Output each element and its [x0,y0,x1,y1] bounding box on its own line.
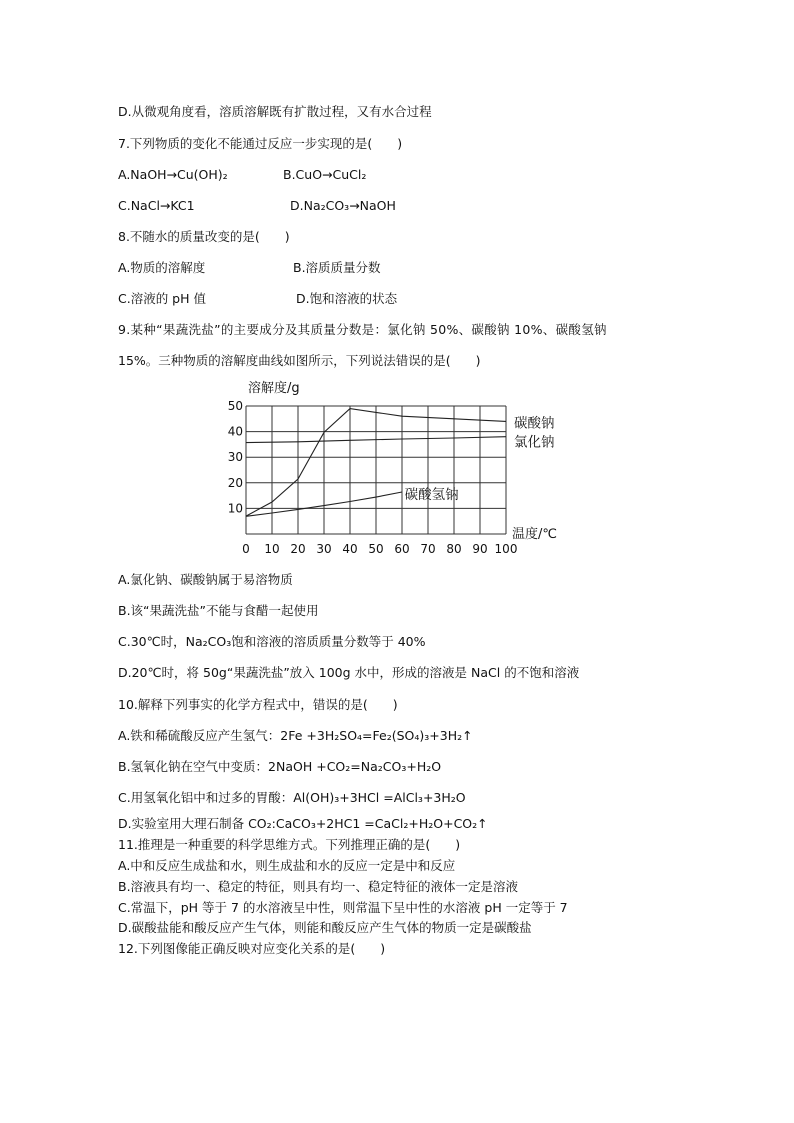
q11-option-b: B.溶液具有均一、稳定的特征，则具有均一、稳定特征的液体一定是溶液 [118,879,519,894]
q9-option-b: B.该“果蔬洗盐”不能与食醋一起使用 [118,603,319,618]
q10-option-b: B.氢氧化钠在空气中变质：2NaOH +CO₂=Na₂CO₃+H₂O [118,759,442,774]
q9-stem-line2: 15%。三种物质的溶解度曲线如图所示，下列说法错误的是( ) [118,353,481,368]
q7-stem: 7.下列物质的变化不能通过反应一步实现的是( ) [118,136,403,151]
q7-option-a: A.NaOH→Cu(OH)₂ [118,167,228,182]
y-tick-label: 30 [227,450,243,465]
q10-option-c: C.用氢氧化铝中和过多的胃酸：Al(OH)₃+3HCl =AlCl₃+3H₂O [118,790,466,805]
q7-option-c: C.NaCl→KC1 [118,198,195,213]
q8-option-b: B.溶质质量分数 [293,260,381,275]
q10-option-a: A.铁和稀硫酸反应产生氢气：2Fe +3H₂SO₄=Fe₂(SO₄)₃+3H₂↑ [118,728,473,743]
x-tick-label: 60 [394,542,410,556]
x-tick-label: 40 [342,542,358,556]
y-tick-label: 10 [227,501,243,516]
x-tick-label: 10 [264,542,280,556]
q12-stem: 12.下列图像能正确反映对应变化关系的是( ) [118,941,386,956]
x-tick-label: 0 [242,542,250,556]
q7-option-d: D.Na₂CO₃→NaOH [290,198,396,213]
x-tick-label: 100 [494,542,518,556]
x-tick-label: 70 [420,542,436,556]
x-tick-label: 30 [316,542,332,556]
x-axis-label: 温度/℃ [512,527,557,542]
q11-option-a: A.中和反应生成盐和水，则生成盐和水的反应一定是中和反应 [118,858,456,873]
series-label-2: 碳酸氢钠 [404,487,459,504]
q9-option-d: D.20℃时，将 50g“果蔬洗盐”放入 100g 水中，形成的溶液是 NaCl 的不饱和溶液 [118,665,580,680]
q7-option-b: B.CuO→CuCl₂ [283,167,367,182]
q9-option-c: C.30℃时，Na₂CO₃饱和溶液的溶质质量分数等于 40% [118,634,426,649]
y-axis-label: 溶解度/g [248,381,300,396]
q9-stem-line1: 9.某种“果蔬洗盐”的主要成分及其质量分数是：氯化钠 50%、碳酸钠 10%、碳酸氢钠 [118,322,607,337]
y-tick-label: 40 [227,424,243,439]
q11-option-c: C.常温下，pH 等于 7 的水溶液呈中性，则常温下呈中性的水溶液 pH 一定等于 7 [118,900,568,915]
x-tick-label: 80 [446,542,462,556]
x-tick-label: 50 [368,542,384,556]
q8-option-a: A.物质的溶解度 [118,260,206,275]
y-tick-label: 50 [227,399,243,413]
q8-option-c: C.溶液的 pH 值 [118,291,206,306]
series-label-1: 氯化钠 [514,434,555,451]
x-tick-label: 90 [472,542,488,556]
q10-option-d: D.实验室用大理石制备 CO₂:CaCO₃+2HC1 =CaCl₂+H₂O+CO₂↑ [118,816,488,831]
series-label-0: 碳酸钠 [514,415,555,432]
q9-option-a: A.氯化钠、碳酸钠属于易溶物质 [118,572,293,587]
q6-option-d: D.从微观角度看，溶质溶解既有扩散过程，又有水合过程 [118,104,432,119]
x-tick-label: 20 [290,542,306,556]
q11-option-d: D.碳酸盐能和酸反应产生气体，则能和酸反应产生气体的物质一定是碳酸盐 [118,920,532,935]
y-tick-label: 20 [227,475,243,490]
q10-stem: 10.解释下列事实的化学方程式中，错误的是( ) [118,697,398,712]
q11-stem: 11.推理是一种重要的科学思维方式。下列推理正确的是( ) [118,837,461,852]
q8-option-d: D.饱和溶液的状态 [296,291,398,306]
solubility-chart [226,372,586,572]
q8-stem: 8.不随水的质量改变的是( ) [118,229,290,244]
